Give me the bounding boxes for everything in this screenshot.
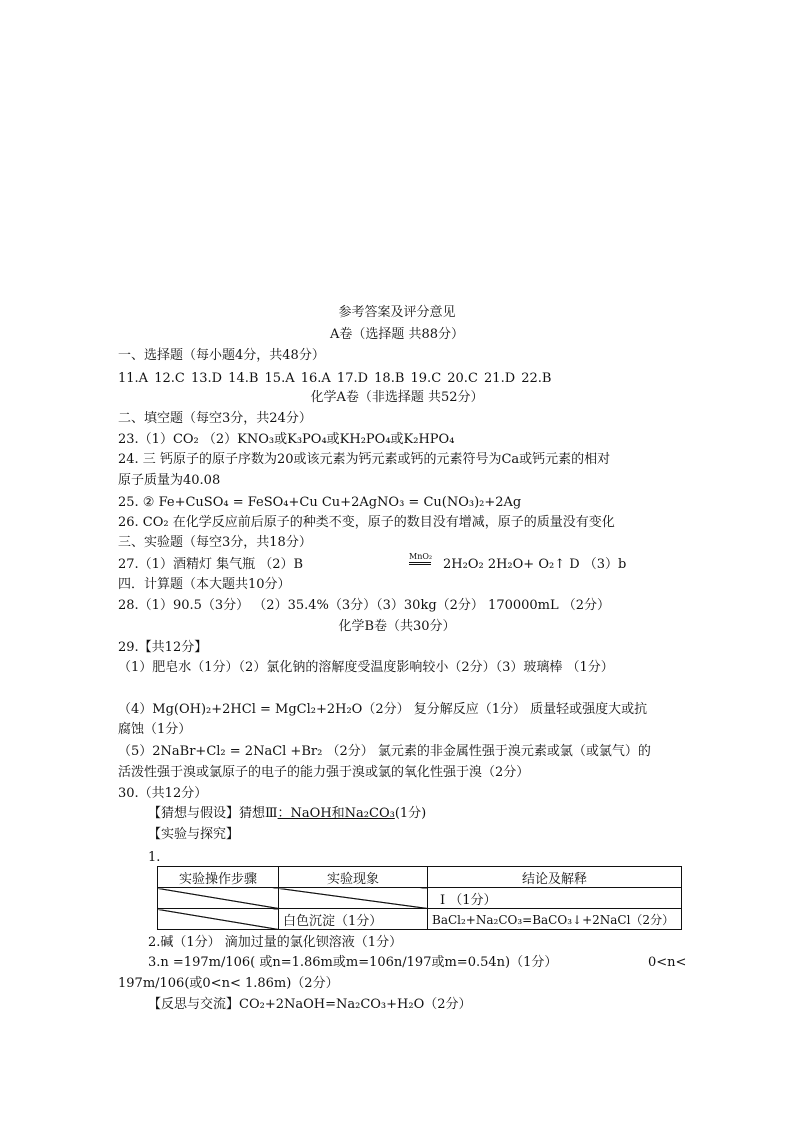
- answer-line: 30.（共12分）: [118, 786, 208, 801]
- section-heading: 三、实验题（每空3分，共18分）: [118, 535, 312, 550]
- choice-answers: 11.A 12.C 13.D 14.B 15.A 16.A 17.D 18.B 19.C 20.C 21.D 22.B: [118, 371, 552, 386]
- answer-line: 25. ② Fe+CuSO₄ = FeSO₄+Cu Cu+2AgNO₃ = Cu(NO₃)₂+2Ag: [118, 495, 522, 510]
- table-header: 实验现象: [279, 867, 428, 888]
- section-b-title: 化学B卷（共30分）: [338, 619, 456, 634]
- answer-line: 0<n<: [648, 955, 687, 970]
- answer-line: 2H₂O₂ 2H₂O+ O₂↑ D （3）b: [443, 557, 627, 572]
- answer-line: 29.【共12分】: [118, 640, 208, 655]
- answer-line: 2.碱（1分） 滴加过量的氯化钡溶液（1分）: [148, 935, 403, 950]
- table-cell-empty: [279, 888, 428, 909]
- table-cell: Ⅰ （1分）: [428, 888, 682, 909]
- answer-line: 197m/106(或0<n< 1.86m)（2分）: [118, 976, 339, 991]
- hypothesis-value: ：NaOH和Na₂CO₃: [277, 806, 395, 821]
- table-cell: 白色沉淀（1分）: [279, 909, 428, 930]
- answer-line: 28.（1）90.5（3分） （2）35.4%（3分）（3）30kg（2分） 170000mL （2分）: [118, 598, 611, 613]
- hypothesis-line: [148, 806, 426, 822]
- table-cell-empty: [158, 909, 279, 930]
- item-number: 1.: [148, 850, 161, 865]
- section-heading: 一、选择题（每小题4分，共48分）: [118, 348, 325, 363]
- doc-title: 参考答案及评分意见: [338, 305, 456, 320]
- table-header-row: [158, 867, 682, 888]
- table-row: [158, 909, 682, 930]
- answer-line: 活泼性强于溴或氯原子的电子的能力强于溴或氯的氧化性强于溴（2分）: [118, 765, 530, 780]
- answer-line: 3.n =197m/106( 或n=1.86m或m=106n/197或m=0.54n)（1分）: [148, 955, 558, 970]
- table-header: 实验操作步骤: [158, 867, 279, 888]
- table-row: [158, 888, 682, 909]
- section-heading: 四．计算题（本大题共10分）: [118, 577, 291, 592]
- answer-line: （4）Mg(OH)₂+2HCl = MgCl₂+2H₂O（2分） 复分解反应（1分） 质量轻或强度大或抗: [118, 702, 648, 717]
- table-header: 结论及解释: [428, 867, 682, 888]
- answer-line: （5）2NaBr+Cl₂ = 2NaCl +Br₂ （2分） 氯元素的非金属性强于溴元素或氯（或氯气）的: [118, 744, 651, 759]
- answer-line: 腐蚀（1分）: [118, 722, 192, 737]
- answer-line: 24. 三 钙原子的原子序数为20或该元素为钙元素或钙的元素符号为Ca或钙元素的相对: [118, 452, 611, 467]
- table-cell: BaCl₂+Na₂CO₃=BaCO₃↓+2NaCl（2分）: [428, 909, 682, 930]
- section-heading: 二、填空题（每空3分，共24分）: [118, 411, 312, 426]
- catalyst-label: MnO₂: [409, 552, 431, 565]
- answer-line: 原子质量为40.08: [118, 473, 221, 488]
- section-a2-title: 化学A卷（非选择题 共52分）: [310, 390, 484, 405]
- section-a-title: A卷（选择题 共88分）: [329, 327, 465, 342]
- subheading: 【实验与探究】: [148, 827, 240, 842]
- experiment-table: [157, 866, 682, 930]
- answer-line: 26. CO₂ 在化学反应前后原子的种类不变，原子的数目没有增减，原子的质量没有变化: [118, 515, 615, 530]
- answer-line: 【反思与交流】CO₂+2NaOH=Na₂CO₃+H₂O（2分）: [148, 997, 472, 1012]
- table-cell-empty: [158, 888, 279, 909]
- answer-line: （1）肥皂水（1分）（2）氯化钠的溶解度受温度影响较小（2分）（3）玻璃棒 （1分）: [118, 660, 614, 675]
- answer-line: 27.（1）酒精灯 集气瓶 （2）B: [118, 557, 304, 572]
- hypothesis-label: 【猜想与假设】猜想Ⅲ: [148, 806, 278, 821]
- hypothesis-score: (1分): [394, 806, 427, 821]
- answer-line: 23.（1）CO₂ （2）KNO₃或K₃PO₄或KH₂PO₄或K₂HPO₄: [118, 432, 455, 447]
